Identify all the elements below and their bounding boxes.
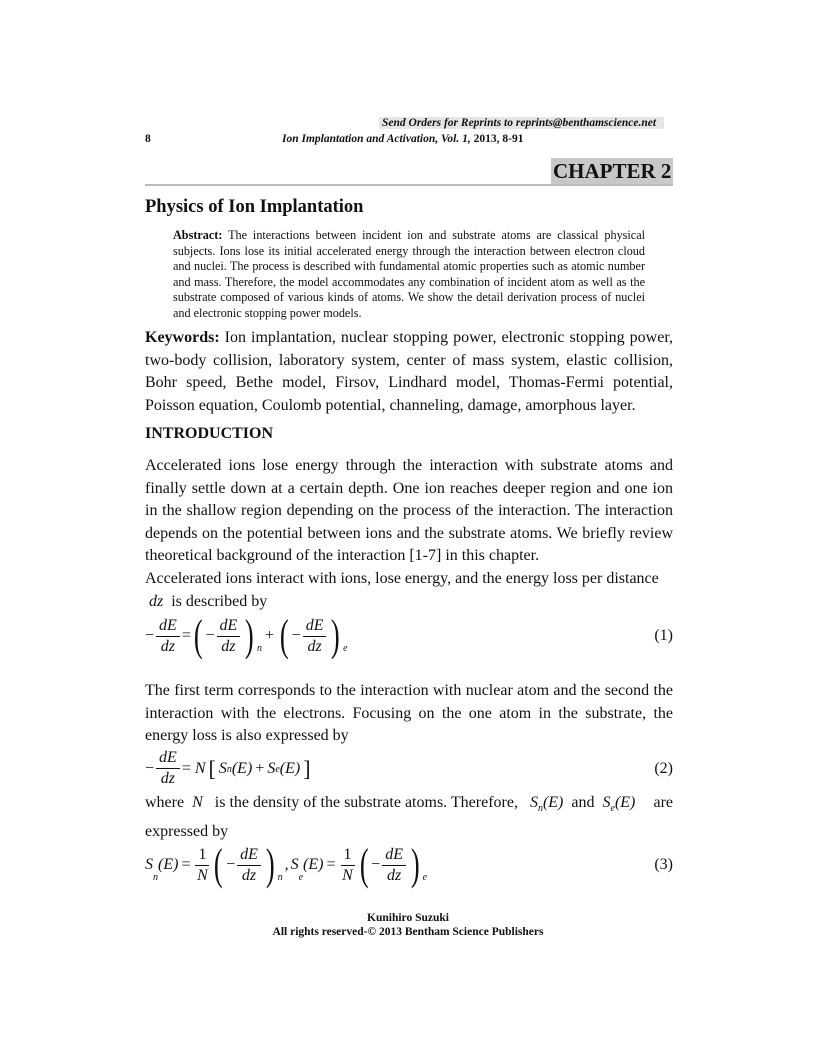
section-heading: INTRODUCTION [145,425,274,442]
equation-number: (3) [654,856,673,873]
abstract-label: Abstract: [173,228,223,242]
journal-info [282,133,523,145]
chapter-label: CHAPTER 2 [553,159,672,183]
keywords [145,327,673,417]
var-dz: dz [149,592,164,610]
abstract-text: The interactions between incident ion and substrate atoms are classical physical subjects. Ions lose its initial accelerated energy through the interaction between electron cloud and nuclei. The process is described with fundamental atomic properties such as atomic number and mass. Therefore, the model accommodates any combination of incident atom as well as the substrate composed of various kinds of atoms. We show the detail derivation process of nuclei and electronic stopping power models. [173,228,646,320]
paragraph-4: where N is the density of the substrate atoms. Therefore, $S_n(E)$ and $S_e(E)$ are expressed by [145,794,673,840]
page-title: Physics of Ion Implantation [145,197,364,217]
journal-year: 2013, 8-91 [473,133,524,145]
reprint-notice: Send Orders for Reprints to reprints@benthamscience.net [379,117,664,129]
equation-number: (1) [654,627,673,644]
keywords-label: Keywords: [145,329,220,346]
keywords-text: Ion implantation, nuclear stopping power, electronic stopping power, two-body collision, laboratory system, center of mass system, elastic collision, Bohr speed, Bethe model, Firsov, Lindhard model, Thomas-Fermi potential, Poisson equation, Coulomb potential, channeling, damage, amorphous layer. [145,329,673,414]
abstract [173,228,645,322]
page-number: 8 [145,133,151,145]
journal-name: Ion Implantation and Activation, Vol. 1, [282,133,471,145]
header-rule [145,184,673,186]
equation-number: (2) [654,759,673,777]
equation-3: S n (E) = $\frac{1}{N}$ ( − $\frac{dE}{dz}$ ) n , S e (E) = $\frac{1}{N}$ ( − $\frac{dE}{dz}$ ) e (3) [145,840,673,889]
equation-1: − $\frac{dE}{dz}$ = ( − $\frac{dE}{dz}$ ) n + ( − $\frac{dE}{dz}$ ) e (1) [145,611,673,660]
footer [0,911,816,939]
paragraph-1: Accelerated ions lose energy through the interaction with substrate atoms and finally settle down at a certain depth. One ion reaches deeper region and one ion in the shallow region depending on the process of the interaction. The interaction depends on the potential between ions and the substrate atoms. We briefly review theoretical background of the interaction [1-7] in this chapter. [145,457,673,565]
equation-2: − $\frac{dE}{dz}$ = N [ S n (E) + S e (E) ] (2) [145,749,673,787]
paragraph-3: The first term corresponds to the interaction with nuclear atom and the second the interaction with the electrons. Focusing on the one atom in the substrate, the energy loss is also expressed by [145,682,673,745]
paragraph-2: Accelerated ions interact with ions, lose energy, and the energy loss per distance dz is described by [145,570,659,610]
footer-author: Kunihiro Suzuki [367,912,449,924]
footer-rights: All rights reserved-© 2013 Bentham Science Publishers [272,926,544,938]
